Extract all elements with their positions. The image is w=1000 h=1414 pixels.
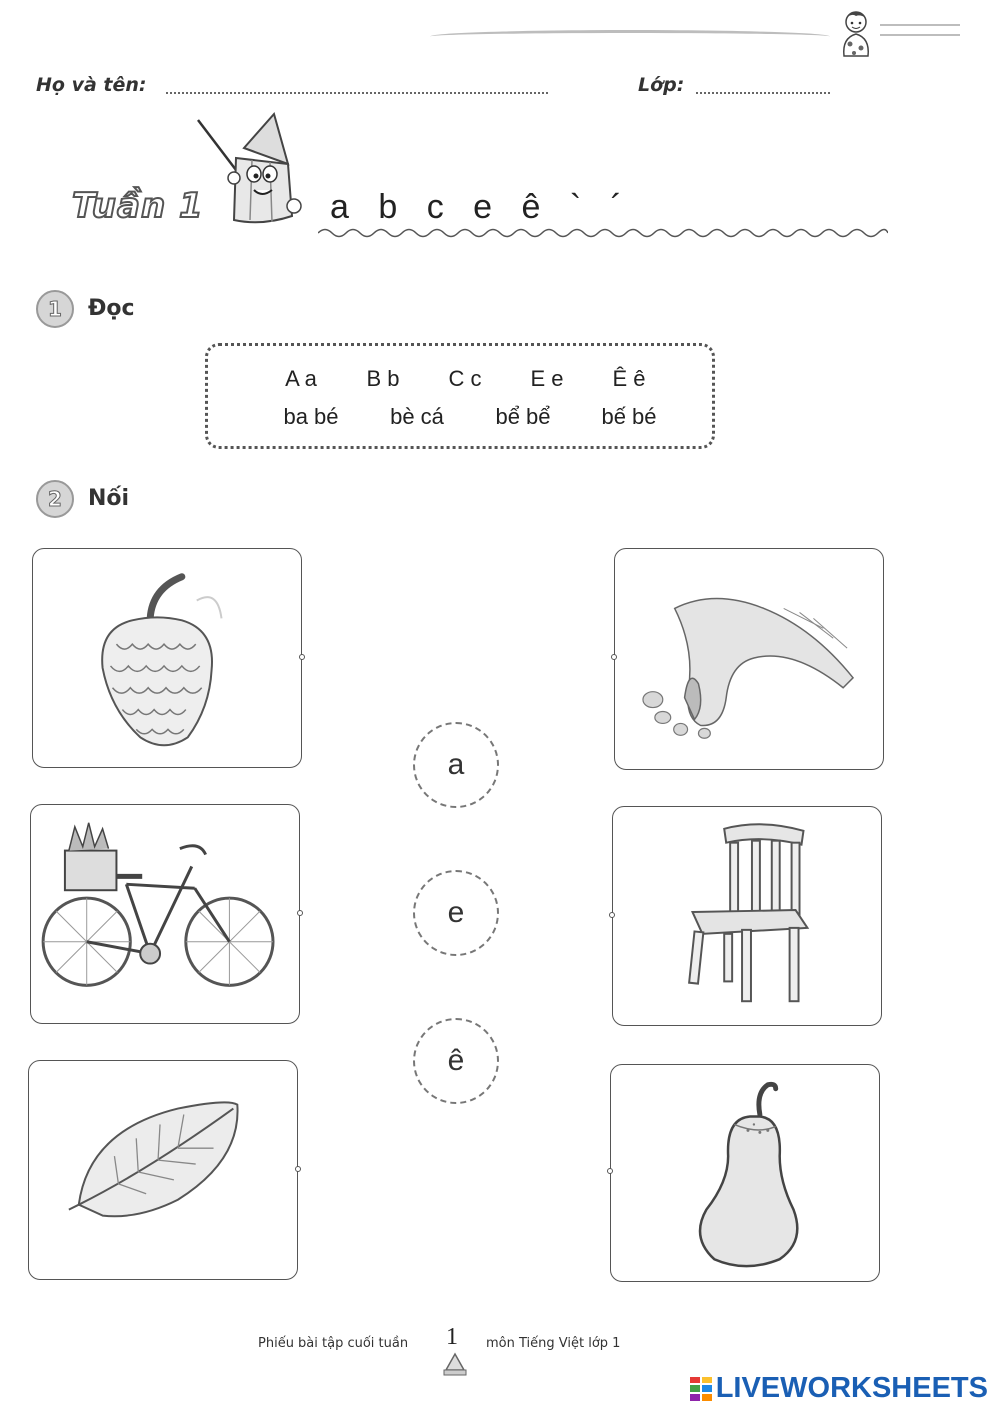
decorative-line — [430, 30, 830, 43]
pencil-mascot-icon — [196, 108, 306, 230]
footer-left-text: Phiếu bài tập cuối tuần — [258, 1336, 409, 1351]
picture-card-feet[interactable] — [614, 548, 884, 770]
connect-dot[interactable] — [297, 910, 303, 916]
feet-icon — [615, 549, 883, 769]
connect-dot[interactable] — [609, 912, 615, 918]
section-title-match: Nối — [88, 486, 130, 511]
liveworksheets-icon — [690, 1377, 712, 1401]
chair-icon — [613, 807, 881, 1025]
letter-pair: C c — [448, 366, 482, 391]
connect-dot[interactable] — [295, 1166, 301, 1172]
reading-word: ba bé — [283, 404, 339, 429]
wavy-underline — [318, 226, 888, 240]
letter-circle-e-circumflex[interactable]: ê — [413, 1018, 499, 1104]
boy-icon — [836, 8, 878, 62]
picture-card-bicycle[interactable] — [30, 804, 300, 1024]
pencil-tip-icon — [440, 1348, 470, 1378]
section-number: 1 — [36, 290, 74, 328]
reading-word: bế bé — [601, 404, 657, 429]
decorative-line — [880, 24, 960, 36]
picture-card-chair[interactable] — [612, 806, 882, 1026]
page-number: 1 — [446, 1324, 458, 1350]
connect-dot[interactable] — [299, 654, 305, 660]
reading-word: bể bể — [495, 404, 551, 429]
brand-name: LIVEWORKSHEETS — [715, 1372, 988, 1404]
reading-word: bè cá — [390, 404, 444, 429]
picture-card-leaf[interactable] — [28, 1060, 298, 1280]
brand-logo[interactable] — [690, 1372, 988, 1405]
name-field[interactable] — [166, 92, 548, 94]
letter-pair: B b — [366, 366, 400, 391]
section-title-read: Đọc — [88, 296, 135, 321]
connect-dot[interactable] — [611, 654, 617, 660]
letter-pair: A a — [285, 366, 317, 391]
custard-apple-icon — [33, 549, 301, 767]
letter-circle-e[interactable]: e — [413, 870, 499, 956]
class-label: Lớp: — [638, 74, 685, 96]
reading-box — [205, 343, 715, 449]
letter-pair: Ê ê — [612, 366, 646, 391]
lesson-letters: a b c e ê ` ´ — [330, 188, 623, 226]
section-number: 2 — [36, 480, 74, 518]
connect-dot[interactable] — [607, 1168, 613, 1174]
picture-card-pear[interactable] — [610, 1064, 880, 1282]
bicycle-icon — [31, 805, 299, 1023]
pear-icon — [611, 1065, 879, 1281]
letter-circle-a[interactable]: a — [413, 722, 499, 808]
letter-pair: E e — [530, 366, 564, 391]
leaf-icon — [29, 1061, 297, 1279]
class-field[interactable] — [696, 92, 830, 94]
name-label: Họ và tên: — [36, 74, 147, 96]
picture-card-custard-apple[interactable] — [32, 548, 302, 768]
week-title: Tuần 1 — [72, 186, 204, 226]
footer-right-text: môn Tiếng Việt lớp 1 — [486, 1336, 621, 1351]
